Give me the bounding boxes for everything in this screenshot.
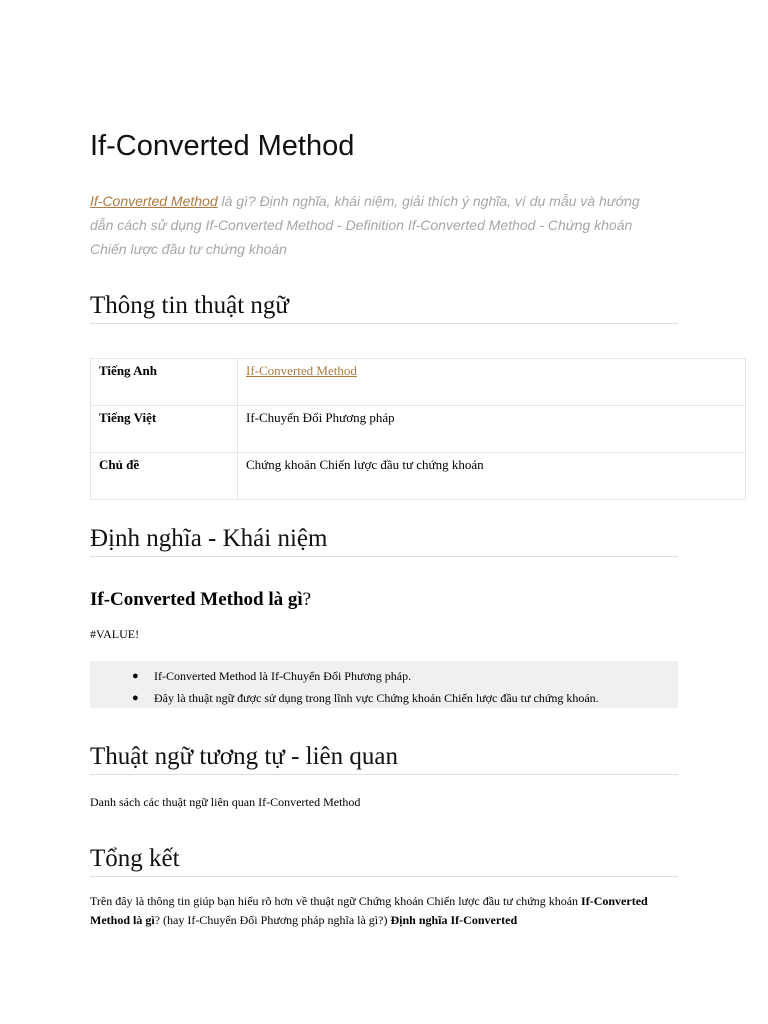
definition-bullet-list [90, 661, 678, 708]
summary-bold-definition: Định nghĩa If-Converted [390, 913, 518, 927]
summary-text-1: Trên đây là thông tin giúp bạn hiểu rõ hơn về thuật ngữ Chứng khoán Chiến lược đầu tư chứng khoán [90, 894, 582, 908]
section-heading-related: Thuật ngữ tương tự - liên quan [90, 742, 678, 775]
table-row [91, 453, 746, 500]
table-cell-value [238, 359, 746, 406]
summary-text-2: ? (hay If-Chuyển Đổi Phương pháp nghĩa là gì?) [154, 913, 391, 927]
summary-bold-term: If-Converted Method là gì [90, 894, 648, 927]
related-terms-text: Danh sách các thuật ngữ liên quan If-Converted Method [90, 795, 361, 809]
list-item [90, 690, 678, 706]
section-heading-definition: Định nghĩa - Khái niệm [90, 524, 678, 557]
table-cell-label: Tiếng Việt [91, 406, 238, 453]
table-cell-label: Chủ đề [91, 453, 238, 500]
table-cell-value: If-Chuyển Đổi Phương pháp [238, 406, 746, 453]
table-row [91, 406, 746, 453]
definition-subheading [90, 588, 311, 612]
list-item [90, 668, 678, 684]
summary-paragraph [90, 892, 650, 930]
intro-text: là gì? Định nghĩa, khái niệm, giải thích ý nghĩa, ví dụ mẫu và hướng dẫn cách sử dụng If-Converted Method - Definition If-Converted Method - Chứng khoán Chiến lược đầu tư chứng khoán [90, 193, 640, 257]
list-item-text: Đây là thuật ngữ được sử dụng trong lĩnh vực Chứng khoán Chiến lược đầu tư chứng khoán. [154, 691, 599, 705]
intro-paragraph [90, 189, 650, 261]
section-heading-term-info: Thông tin thuật ngữ [90, 291, 678, 324]
terms-table [90, 358, 746, 500]
section-heading-summary: Tổng kết [90, 844, 678, 877]
table-cell-value: Chứng khoán Chiến lược đầu tư chứng khoán [238, 453, 746, 500]
subheading-question-mark: ? [302, 589, 312, 610]
bullet-icon: ● [132, 670, 139, 682]
value-text: #VALUE! [90, 627, 140, 641]
list-item-text: If-Converted Method là If-Chuyển Đổi Phương pháp. [154, 669, 412, 683]
intro-term-link[interactable]: If-Converted Method [90, 193, 218, 209]
english-term-link[interactable]: If-Converted Method [246, 363, 357, 378]
table-cell-label: Tiếng Anh [91, 359, 238, 406]
subheading-text: If-Converted Method là gì [90, 589, 303, 610]
page-title: If-Converted Method [90, 130, 355, 162]
table-row [91, 359, 746, 406]
bullet-icon: ● [132, 692, 139, 704]
